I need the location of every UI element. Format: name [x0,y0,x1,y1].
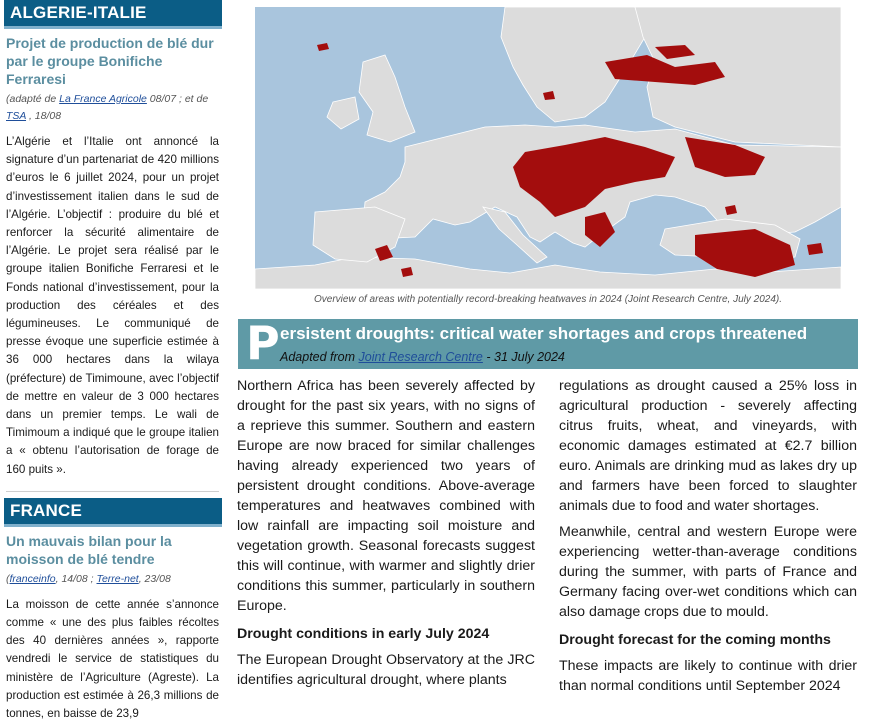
source-link-franceinfo[interactable]: franceinfo [9,572,56,585]
article-banner [238,316,858,370]
section-header-france: FRANCE [4,498,222,527]
article-body-france: La moisson de cette année s’annonce comme « une des plus faibles récoltes des 40 dernières années », rapporte vendredi le service de statistiques du ministère de l’Agriculture (Agreste). La production est estimée à 26,3 millions de tonnes, en baisse de 23,9 [6,597,219,721]
drop-cap: P [246,316,280,370]
article-source: (adapté de La France Agricole 08/07 ; et de TSA , 18/08 [6,93,209,122]
banner-title: ersistent droughts: critical water shortages and crops threatened [280,324,808,343]
left-column [0,0,222,721]
subheading-drought-conditions: Drought conditions in early July 2024 [237,626,490,642]
heat-area-spot-4 [807,243,823,255]
article-title-ble-dur: Projet de production de blé dur par le groupe Bonifiche Ferraresi [6,35,214,87]
heatwave-map [255,7,841,289]
paragraph: Meanwhile, central and western Europe were experiencing wetter-than-average conditions during the summer, with parts of France and Germany facing over-wet conditions which can also damage crops due to mould. [559,524,857,620]
paragraph: Northern Africa has been severely affected by drought for the past six years, with no signs of a reprieve this summer. Southern and eastern Europe are now braced for similar challenges having already experienced two years of persistent drought conditions. Above-average temperatures and heatwaves combined with low rainfall are impacting soil moisture and vegetation growth. Seasonal forecasts suggest this will continue, with warmer and slightly drier conditions this summer, particularly in southern Europe. [237,378,535,614]
article-title-moisson: Un mauvais bilan pour la moisson de blé tendre [6,532,172,567]
source-link-tsa[interactable]: TSA [6,110,27,122]
article-body-algerie-italie: L’Algérie et l’Italie ont annoncé la signature d’un partenariat de 420 millions d’euros le 6 juillet 2024, pour un projet d’investissement italien dans le sud de l’Algérie. L’objectif : produire du blé et renforcer la sécurité alimentaire de l’Algérie. Le projet sera réalisé par le groupe italien Bonifiche Ferraresi et le Fonds national d’investissement, pour la production des céréales et des légumineuses. Le communiqué de presse évoque une superficie estimée à 36 000 hectares dans la wilaya (préfecture) de Timimoune, avec l’objectif de mettre en valeur de 3 000 hectares dans un premier temps. Le wali de Timimoum a indiqué que le groupe italien a « obtenu l’autorisation de forage de 160 puits ». [6,135,219,476]
source-link-joint-research-centre[interactable]: Joint Research Centre [358,350,483,364]
paragraph: The European Drought Observatory at the JRC identifies agricultural drought, where plants [237,652,535,688]
section-divider [6,479,219,492]
banner-source: Adapted from Joint Research Centre - 31 July 2024 [280,350,565,364]
paragraph: regulations as drought caused a 25% loss in agricultural production - severely affecting citrus fruits, wheat, and vineyards, with economic damages estimated at €2.7 billion euro. Animals are drinking mud as lakes dry up and farmers have been forced to slaughter animals due to food and water shortages. [559,378,857,514]
article-source: (franceinfo, 14/08 ; Terre-net, 23/08 [6,572,171,585]
source-link-la-france-agricole[interactable]: La France Agricole [59,93,147,105]
section-header-algerie-italie: ALGERIE-ITALIE [4,0,222,29]
subheading-drought-forecast: Drought forecast for the coming months [559,632,831,648]
paragraph: These impacts are likely to continue with drier than normal conditions until September 2024 [559,658,857,694]
article-column-2 [559,376,857,702]
article-column-1 [237,376,535,696]
source-link-terre-net[interactable]: Terre-net [96,572,139,585]
map-caption: Overview of areas with potentially record-breaking heatwaves in 2024 (Joint Research Centre, July 2024). [313,294,782,305]
